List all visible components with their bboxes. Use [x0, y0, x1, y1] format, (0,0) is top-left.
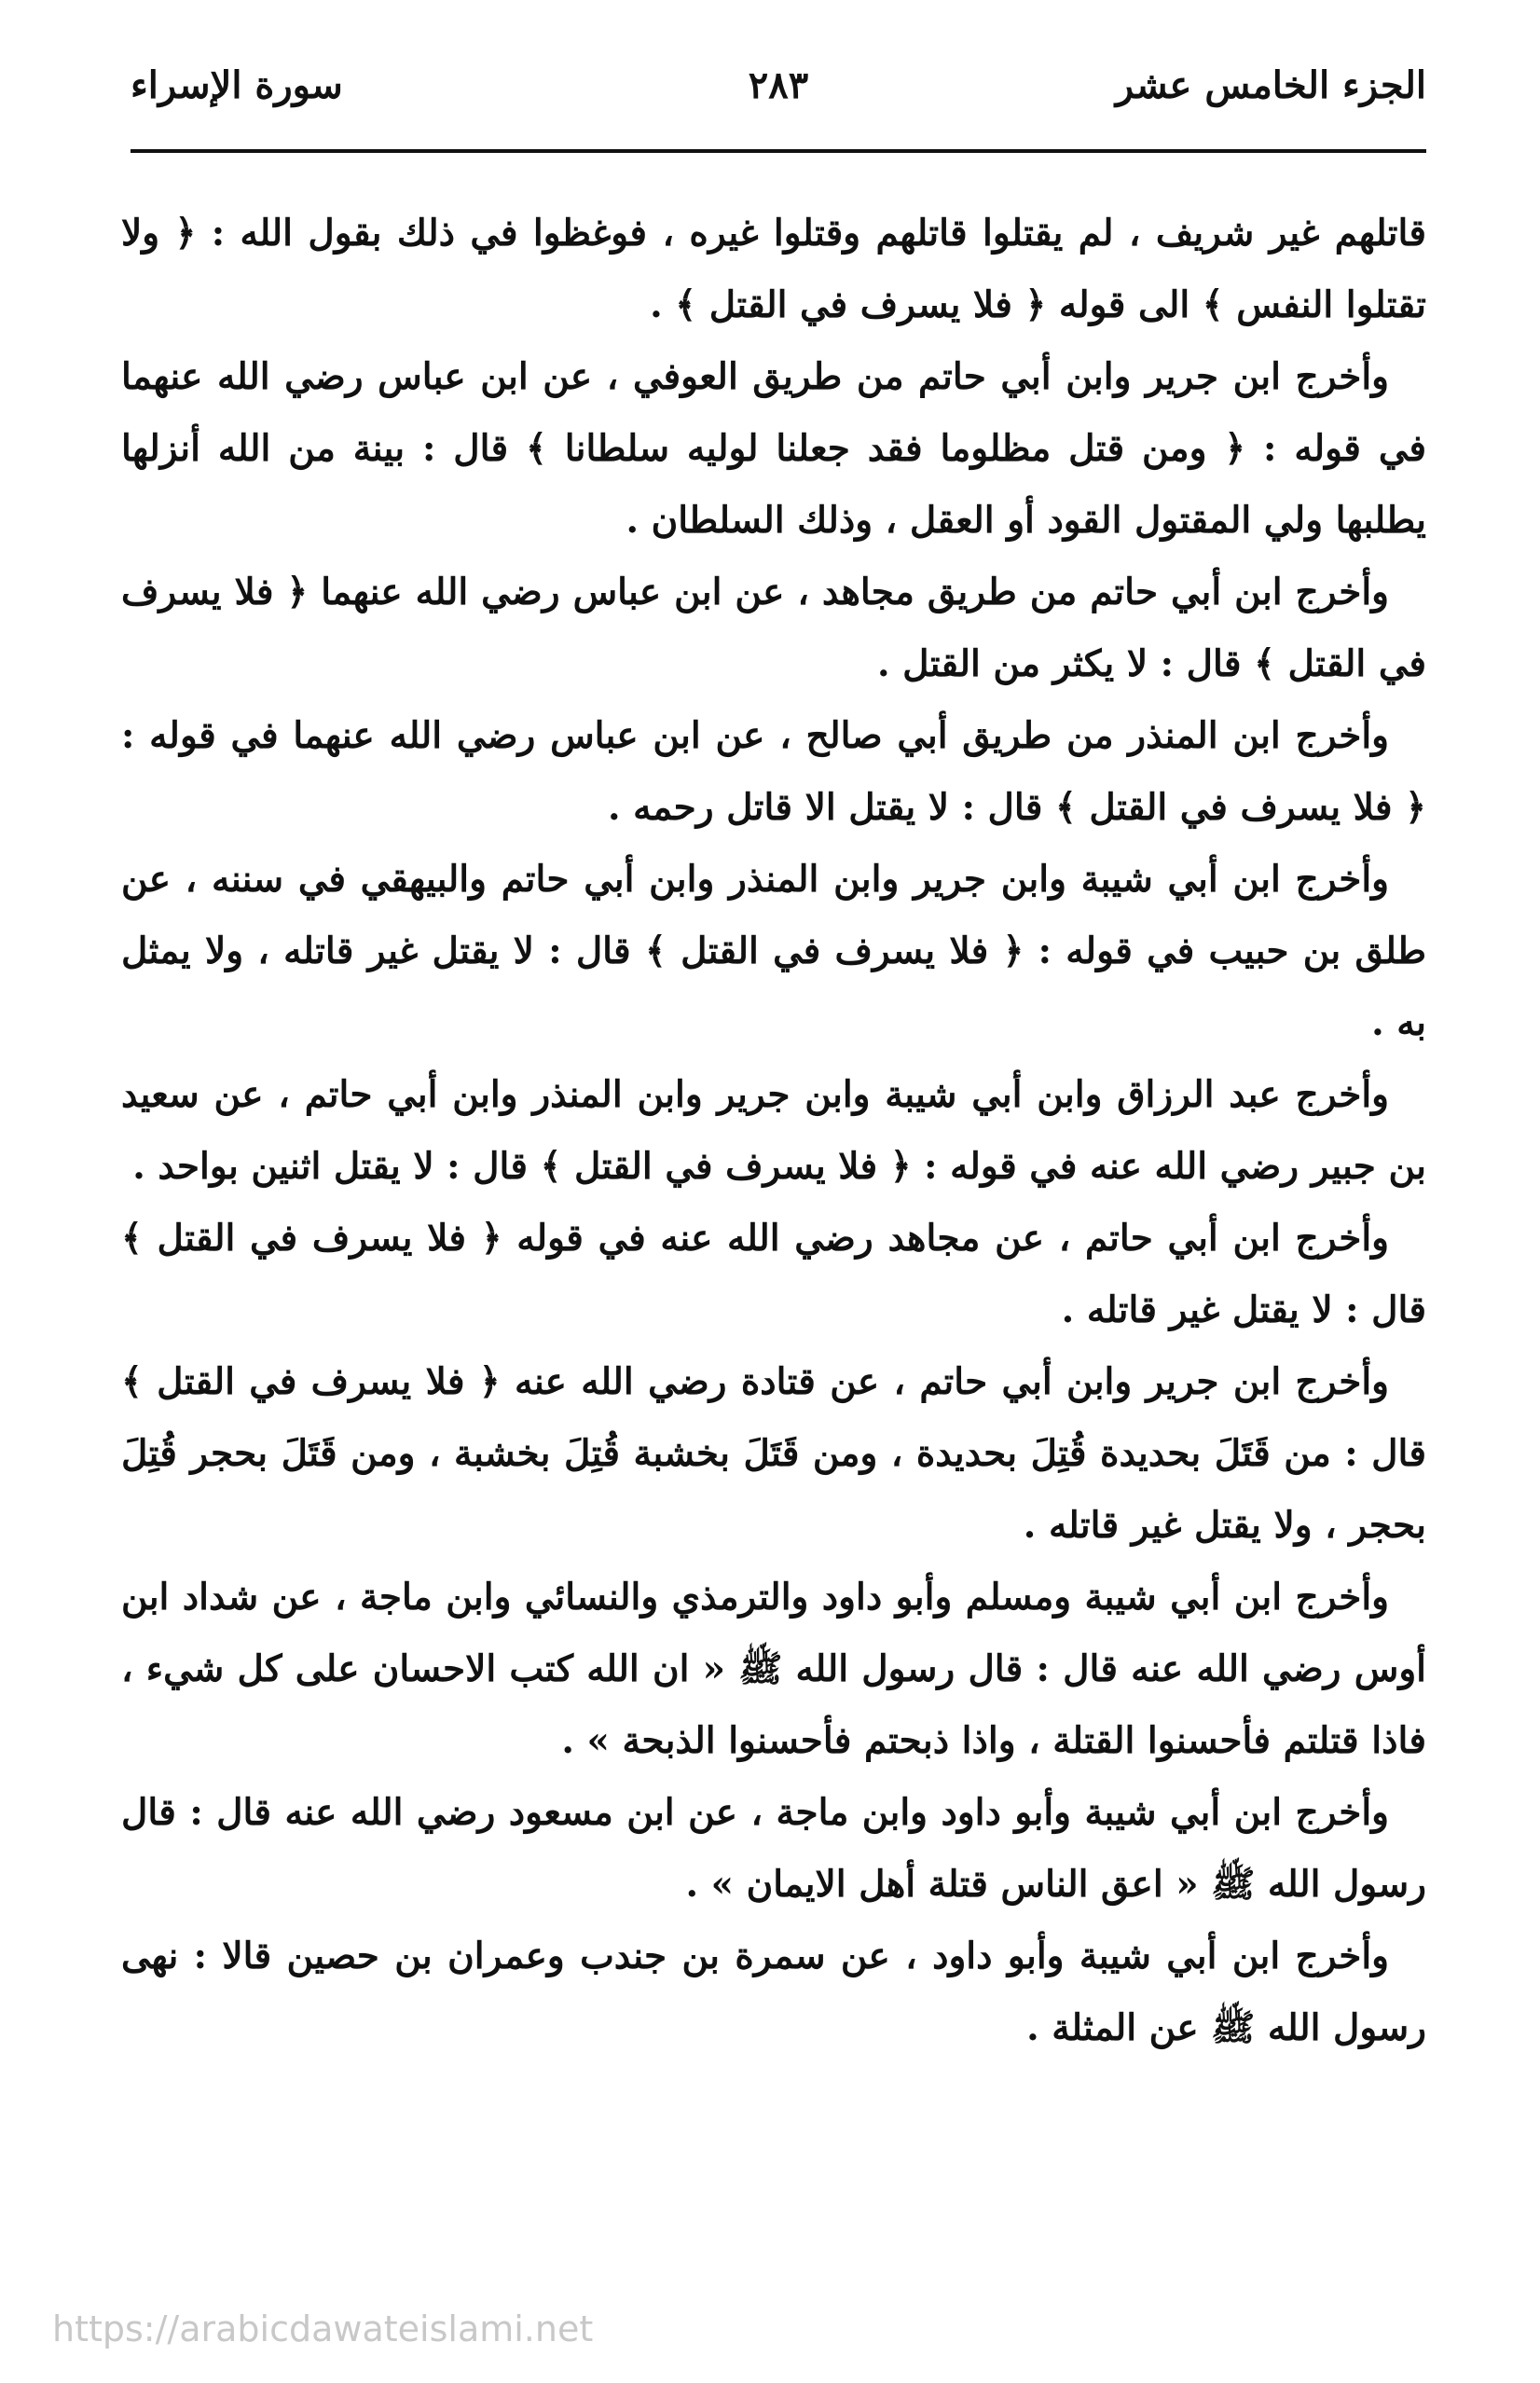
part-title: الجزء الخامس عشر	[1115, 63, 1426, 107]
paragraph: وأخرج عبد الرزاق وابن أبي شيبة وابن جرير وابن المنذر وابن أبي حاتم ، عن سعيد بن جبير رضي الله عنه في قوله : ﴿ فلا يسرف في القتل ﴾ قال : لا يقتل اثنين بواحد .	[121, 1073, 1426, 1188]
paragraph: وأخرج ابن أبي شيبة وابن جرير وابن المنذر وابن أبي حاتم والبيهقي في سننه ، عن طلق بن حبيب في قوله : ﴿ فلا يسرف في القتل ﴾ قال : لا يقتل غير قاتله ، ولا يمثل به .	[121, 858, 1426, 1044]
paragraph: وأخرج ابن أبي شيبة وأبو داود وابن ماجة ، عن ابن مسعود رضي الله عنه قال : قال رسول الله ﷺ « اعق الناس قتلة أهل الايمان » .	[121, 1791, 1426, 1906]
paragraph: وأخرج ابن أبي شيبة وأبو داود ، عن سمرة بن جندب وعمران بن حصين قالا : نهى رسول الله ﷺ عن المثلة .	[121, 1935, 1426, 2049]
page-header	[131, 58, 1426, 132]
paragraph: وأخرج ابن أبي حاتم من طريق مجاهد ، عن ابن عباس رضي الله عنهما ﴿ فلا يسرف في القتل ﴾ قال : لا يكثر من القتل .	[121, 571, 1426, 685]
paragraph: وأخرج ابن أبي حاتم ، عن مجاهد رضي الله عنه في قوله ﴿ فلا يسرف في القتل ﴾ قال : لا يقتل غير قاتله .	[121, 1217, 1426, 1331]
page-body	[121, 198, 1426, 2064]
page-number: ٢٨٣	[748, 63, 809, 107]
paragraph: وأخرج ابن جرير وابن أبي حاتم من طريق العوفي ، عن ابن عباس رضي الله عنهما في قوله : ﴿ ومن قتل مظلوما فقد جعلنا لوليه سلطانا ﴾ قال : بينة من الله أنزلها يطلبها ولي المقتول القود أو العقل ، وذلك السلطان .	[121, 355, 1426, 542]
paragraph: وأخرج ابن جرير وابن أبي حاتم ، عن قتادة رضي الله عنه ﴿ فلا يسرف في القتل ﴾ قال : من قَتَلَ بحديدة قُتِلَ بحديدة ، ومن قَتَلَ بخشبة قُتِلَ بخشبة ، ومن قَتَلَ بحجر قُتِلَ بحجر ، ولا يقتل غير قاتله .	[121, 1360, 1426, 1547]
paragraph: قاتلهم غير شريف ، لم يقتلوا قاتلهم وقتلوا غيره ، فوغظوا في ذلك بقول الله : ﴿ ولا تقتلوا النفس ﴾ الى قوله ﴿ فلا يسرف في القتل ﴾ .	[121, 212, 1426, 326]
watermark-url: https://arabicdawateislami.net	[52, 2308, 594, 2349]
surah-title: سورة الإسراء	[131, 63, 343, 107]
paragraph: وأخرج ابن أبي شيبة ومسلم وأبو داود والترمذي والنسائي وابن ماجة ، عن شداد ابن أوس رضي الله عنه قال : قال رسول الله ﷺ « ان الله كتب الاحسان على كل شيء ، فاذا قتلتم فأحسنوا القتلة ، واذا ذبحتم فأحسنوا الذبحة » .	[121, 1576, 1426, 1762]
paragraph: وأخرج ابن المنذر من طريق أبي صالح ، عن ابن عباس رضي الله عنهما في قوله : ﴿ فلا يسرف في القتل ﴾ قال : لا يقتل الا قاتل رحمه .	[121, 714, 1426, 829]
header-divider	[131, 149, 1426, 153]
